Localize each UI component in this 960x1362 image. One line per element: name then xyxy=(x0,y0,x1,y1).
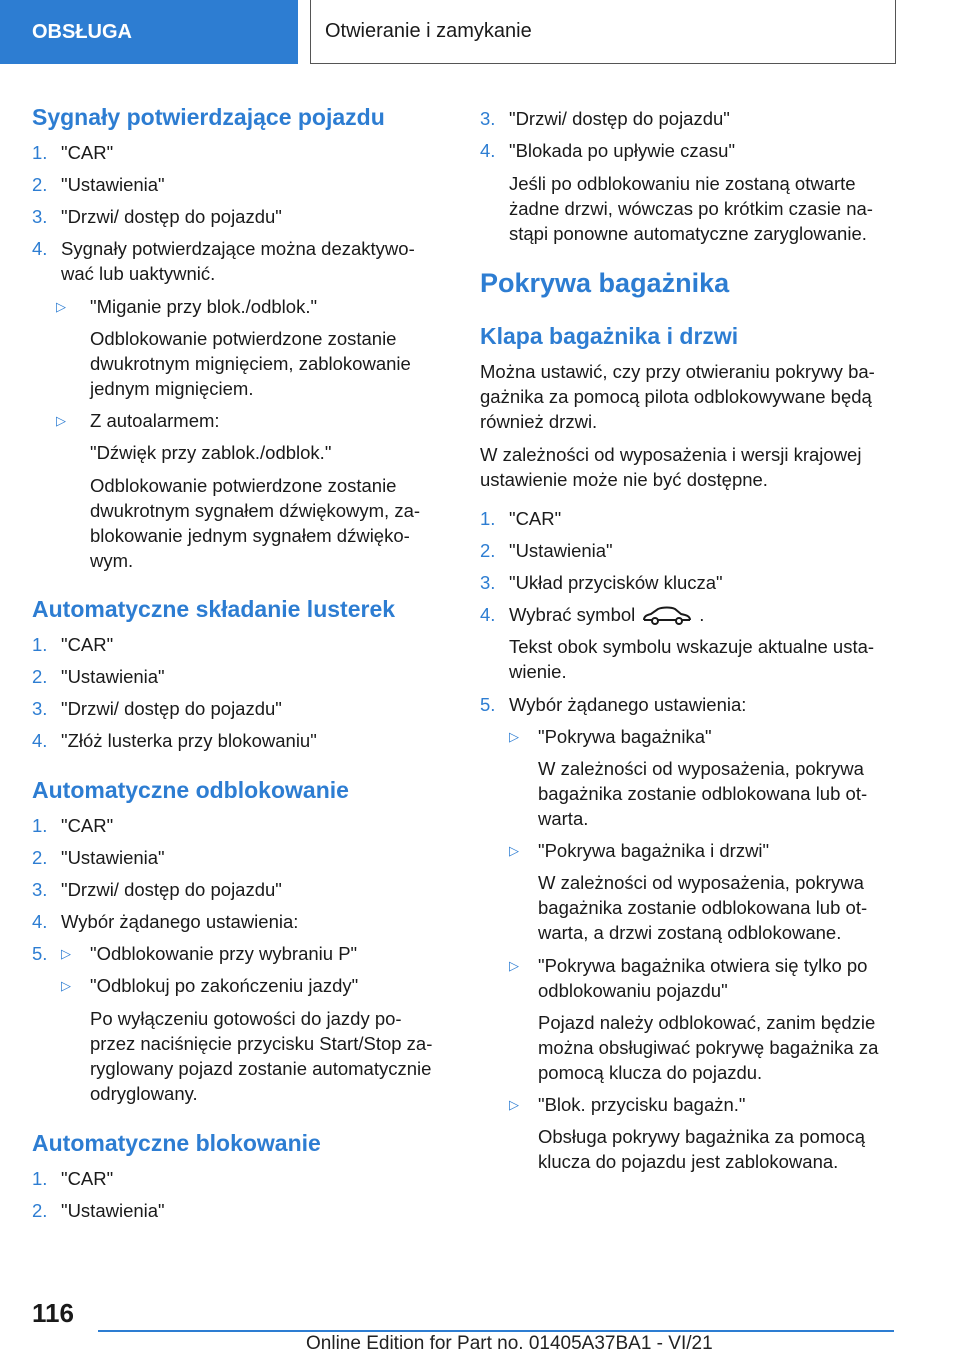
list-number: 2. xyxy=(32,174,48,195)
desc-text: Odblokowanie potwierdzone zostanie xyxy=(90,328,397,349)
list-number: 3. xyxy=(32,879,48,900)
list-number: 1. xyxy=(32,1168,48,1189)
list-text: "Ustawienia" xyxy=(61,666,165,687)
footer-divider xyxy=(98,1330,894,1332)
desc-text: można obsługiwać pokrywę bagażnika za xyxy=(538,1037,879,1058)
list-number: 1. xyxy=(480,508,496,529)
list-text: Wybór żądanego ustawienia: xyxy=(509,694,747,715)
bullet-text: "Pokrywa bagażnika i drzwi" xyxy=(538,840,770,861)
list-text: "CAR" xyxy=(61,142,114,163)
desc-text: warta. xyxy=(538,808,589,829)
desc-text: ryglowany pojazd zostanie automatycznie xyxy=(90,1058,432,1079)
desc-text: Jeśli po odblokowaniu nie zostaną otwarte xyxy=(509,173,856,194)
heading-trunk-and-doors: Klapa bagażnika i drzwi xyxy=(480,323,739,349)
list-number: 4. xyxy=(32,911,48,932)
paragraph-text: gażnika za pomocą pilota odblokowywane będą xyxy=(480,386,872,407)
list-number: 1. xyxy=(32,142,48,163)
list-number: 4. xyxy=(32,238,48,259)
paragraph-text: W zależności od wyposażenia i wersji krajowej xyxy=(480,444,862,465)
list-text: "Drzwi/ dostęp do pojazdu" xyxy=(61,879,282,900)
desc-text: klucza do pojazdu jest zablokowana. xyxy=(538,1151,839,1172)
list-text: "Ustawienia" xyxy=(61,1200,165,1221)
triangle-bullet-icon: ▷ xyxy=(509,843,519,858)
list-text: "Drzwi/ dostęp do pojazdu" xyxy=(509,108,730,129)
desc-text: Pojazd należy odblokować, zanim będzie xyxy=(538,1012,876,1033)
desc-text: bagażnika zostanie odblokowana lub ot- xyxy=(538,897,868,918)
list-text: "Układ przycisków klucza" xyxy=(509,572,723,593)
desc-text: żadne drzwi, wówczas po krótkim czasie na- xyxy=(509,198,873,219)
list-number: 2. xyxy=(480,540,496,561)
edition-note: Online Edition for Part no. 01405A37BA1 - VI/21 xyxy=(306,1333,713,1354)
list-number: 3. xyxy=(480,108,496,129)
desc-text: stąpi ponowne automatyczne zaryglowanie. xyxy=(509,223,867,244)
list-number: 5. xyxy=(480,694,496,715)
heading-trunk-lid: Pokrywa bagażnika xyxy=(480,268,730,298)
list-number: 4. xyxy=(480,140,496,161)
list-number: 3. xyxy=(32,206,48,227)
list-text: "CAR" xyxy=(61,815,114,836)
paragraph-text: ustawienie może nie być dostępne. xyxy=(480,469,768,490)
desc-text: pomocą klucza do pojazdu. xyxy=(538,1062,763,1083)
list-number: 2. xyxy=(32,847,48,868)
desc-text: bagażnika zostanie odblokowana lub ot- xyxy=(538,783,868,804)
list-text: "Ustawienia" xyxy=(61,174,165,195)
list-text: wać lub uaktywnić. xyxy=(61,263,216,284)
list-number: 1. xyxy=(32,634,48,655)
triangle-bullet-icon: ▷ xyxy=(509,1097,519,1112)
desc-text: Po wyłączeniu gotowości do jazdy po- xyxy=(90,1008,402,1029)
list-text: "Ustawienia" xyxy=(509,540,613,561)
desc-text: dwukrotnym mignięciem, zablokowanie xyxy=(90,353,411,374)
desc-text: Tekst obok symbolu wskazuje aktualne usta- xyxy=(509,636,875,657)
list-text: "CAR" xyxy=(61,1168,114,1189)
bullet-text: Z autoalarmem: xyxy=(90,410,220,431)
list-text: "Złóż lusterka przy blokowaniu" xyxy=(61,730,317,751)
desc-text: przez naciśnięcie przycisku Start/Stop za- xyxy=(90,1033,433,1054)
paragraph-text: również drzwi. xyxy=(480,411,598,432)
heading-auto-lock: Automatyczne blokowanie xyxy=(32,1130,321,1156)
desc-text: wym. xyxy=(90,550,134,571)
chapter-title: Otwieranie i zamykanie xyxy=(310,0,896,64)
triangle-bullet-icon: ▷ xyxy=(61,946,71,961)
desc-text: odryglowany. xyxy=(90,1083,198,1104)
bullet-text: "Odblokowanie przy wybraniu P" xyxy=(90,943,358,964)
heading-auto-unlock: Automatyczne odblokowanie xyxy=(32,777,349,803)
triangle-bullet-icon: ▷ xyxy=(61,978,71,993)
bullet-text: "Odblokuj po zakończeniu jazdy" xyxy=(90,975,359,996)
list-number: 3. xyxy=(32,698,48,719)
list-text: "Drzwi/ dostęp do pojazdu" xyxy=(61,206,282,227)
paragraph-text: Można ustawić, czy przy otwieraniu pokrywy ba- xyxy=(480,361,875,382)
list-text: "Drzwi/ dostęp do pojazdu" xyxy=(61,698,282,719)
section-tab: OBSŁUGA xyxy=(0,0,298,64)
triangle-bullet-icon: ▷ xyxy=(509,729,519,744)
list-text-with-icon xyxy=(509,602,704,627)
triangle-bullet-icon: ▷ xyxy=(56,299,66,314)
bullet-text: "Pokrywa bagażnika" xyxy=(538,726,712,747)
list-number: 2. xyxy=(32,1200,48,1221)
list-number: 5. xyxy=(32,943,48,964)
heading-confirmation-signals: Sygnały potwierdzające pojazdu xyxy=(32,104,385,130)
page-number: 116 xyxy=(32,1298,74,1328)
list-number: 1. xyxy=(32,815,48,836)
bullet-text: "Blok. przycisku bagażn." xyxy=(538,1094,746,1115)
list-number: 3. xyxy=(480,572,496,593)
bullet-text: odblokowaniu pojazdu" xyxy=(538,980,728,1001)
triangle-bullet-icon: ▷ xyxy=(56,413,66,428)
car-trunk-icon xyxy=(641,605,693,627)
desc-text: Obsługa pokrywy bagażnika za pomocą xyxy=(538,1126,866,1147)
desc-text: dwukrotnym sygnałem dźwiękowym, za- xyxy=(90,500,421,521)
list-text: Sygnały potwierdzające można dezaktywo- xyxy=(61,238,415,259)
triangle-bullet-icon: ▷ xyxy=(509,958,519,973)
desc-text: jednym mignięciem. xyxy=(90,378,254,399)
list-text: "Blokada po upływie czasu" xyxy=(509,140,736,161)
bullet-text: "Miganie przy blok./odblok." xyxy=(90,296,318,317)
desc-text: Odblokowanie potwierdzone zostanie xyxy=(90,475,397,496)
desc-text: wienie. xyxy=(509,661,567,682)
list-text-end: . xyxy=(699,604,705,625)
list-text: Wybrać symbol xyxy=(509,604,636,625)
list-text: Wybór żądanego ustawienia: xyxy=(61,911,299,932)
desc-text: W zależności od wyposażenia, pokrywa xyxy=(538,872,864,893)
list-number: 2. xyxy=(32,666,48,687)
list-number: 4. xyxy=(480,604,496,625)
list-text: "Ustawienia" xyxy=(61,847,165,868)
desc-text: warta, a drzwi zostaną odblokowane. xyxy=(538,922,842,943)
desc-text: W zależności od wyposażenia, pokrywa xyxy=(538,758,864,779)
desc-text: blokowanie jednym sygnałem dźwięko- xyxy=(90,525,410,546)
list-text: "CAR" xyxy=(61,634,114,655)
heading-mirror-folding: Automatyczne składanie lusterek xyxy=(32,596,396,622)
bullet-text: "Pokrywa bagażnika otwiera się tylko po xyxy=(538,955,868,976)
list-number: 4. xyxy=(32,730,48,751)
list-text: "CAR" xyxy=(509,508,562,529)
desc-text: "Dźwięk przy zablok./odblok." xyxy=(90,442,332,463)
